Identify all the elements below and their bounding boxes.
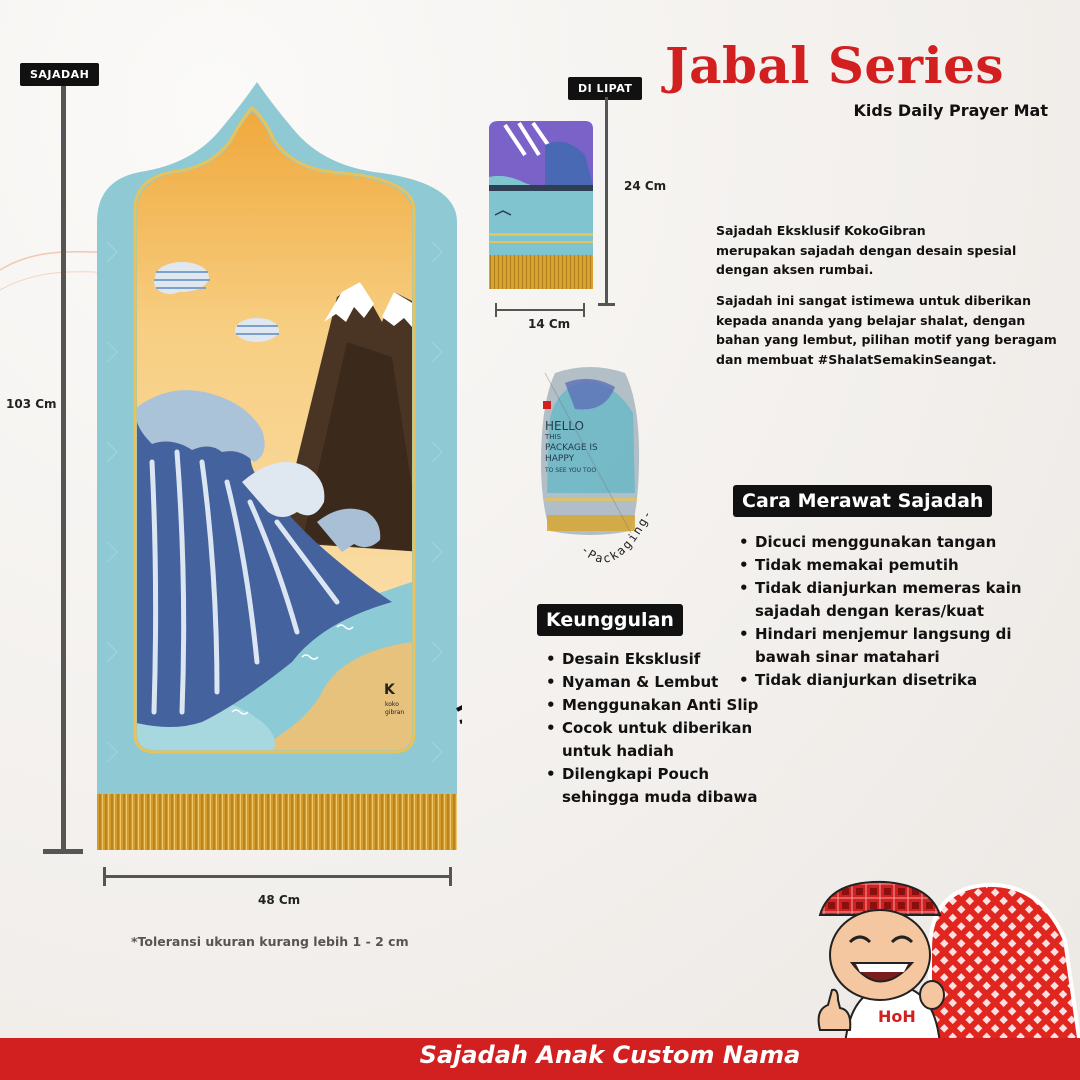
description-line: kepada ananda yang belajar shalat, dengan bbox=[716, 312, 1026, 328]
description-paragraph-1 bbox=[716, 221, 1076, 280]
care-item: • Hindari menjemur langsung di bbox=[733, 623, 1022, 646]
folded-height-cap bbox=[598, 303, 615, 306]
pouch-print-line: TO SEE YOU TOO bbox=[545, 467, 597, 474]
care-list bbox=[733, 531, 1022, 692]
folded-mat-image bbox=[485, 115, 600, 295]
care-heading: Cara Merawat Sajadah bbox=[733, 485, 992, 517]
folded-width-cap-left bbox=[495, 303, 497, 317]
packaging-text: -Packaging- bbox=[578, 506, 656, 566]
pouch-print-line: HELLO bbox=[545, 419, 584, 433]
width-label: 48 Cm bbox=[258, 893, 301, 907]
svg-text:koko: koko bbox=[385, 701, 399, 708]
width-dimension-cap-left bbox=[103, 867, 106, 886]
care-item: • Dicuci menggunakan tangan bbox=[733, 531, 1022, 554]
width-dimension-cap-right bbox=[449, 867, 452, 886]
pouch-print-line: HAPPY bbox=[545, 454, 575, 464]
width-dimension-line bbox=[105, 875, 452, 878]
description-paragraph-2 bbox=[716, 291, 1076, 369]
advantage-item: • Desain Eksklusif bbox=[540, 648, 758, 671]
description-line: dengan aksen rumbai. bbox=[716, 262, 874, 277]
height-dimension-line bbox=[61, 86, 66, 852]
svg-text:-Packaging- bbox=[578, 506, 655, 566]
description-line: merupakan sajadah dengan desain spesial bbox=[716, 242, 1017, 258]
care-item-continuation: bawah sinar matahari bbox=[755, 648, 940, 666]
height-label: 103 Cm bbox=[6, 397, 57, 411]
mat-fringe bbox=[97, 794, 457, 850]
folded-tag: DI LIPAT bbox=[568, 77, 642, 100]
folded-height-line bbox=[605, 97, 608, 305]
prayer-mat-illustration bbox=[92, 82, 462, 852]
sajadah-tag: SAJADAH bbox=[20, 63, 99, 86]
page-title: Jabal Series bbox=[665, 36, 1005, 95]
advantage-item: • Dilengkapi Pouch bbox=[540, 763, 758, 786]
description-line: Sajadah Eksklusif KokoGibran bbox=[716, 223, 926, 238]
folded-width-label: 14 Cm bbox=[528, 317, 571, 331]
folded-width-line bbox=[496, 309, 584, 311]
advantage-item-continuation: sehingga muda dibawa bbox=[562, 788, 758, 806]
pouch-print-line: THIS bbox=[545, 433, 562, 441]
page-subtitle: Kids Daily Prayer Mat bbox=[853, 101, 1048, 120]
advantages-list bbox=[540, 648, 758, 809]
svg-text:K: K bbox=[384, 682, 395, 698]
description-line: dan membuat #ShalatSemakinSeangat. bbox=[716, 351, 997, 367]
folded-width-cap-right bbox=[583, 303, 585, 317]
tolerance-note: *Toleransi ukuran kurang lebih 1 - 2 cm bbox=[131, 934, 409, 949]
folded-height-label: 24 Cm bbox=[624, 179, 667, 193]
height-dimension-cap bbox=[43, 849, 83, 854]
pouch-print-line: PACKAGE IS bbox=[545, 443, 598, 453]
advantages-heading: Keunggulan bbox=[537, 604, 683, 636]
packaging-label bbox=[572, 490, 672, 585]
mascot-illustration bbox=[800, 860, 1080, 1045]
advantage-item: • Cocok untuk diberikan bbox=[540, 717, 758, 740]
footer-banner-text: Sajadah Anak Custom Nama bbox=[419, 1041, 801, 1069]
advantage-item: • Nyaman & Lembut bbox=[540, 671, 758, 694]
care-item: • Tidak dianjurkan memeras kain bbox=[733, 577, 1022, 600]
care-item: • Tidak memakai pemutih bbox=[733, 554, 1022, 577]
care-item: • Tidak dianjurkan disetrika bbox=[733, 669, 1022, 692]
mat-strap bbox=[457, 699, 462, 722]
pouch-print bbox=[545, 421, 598, 476]
advantage-item-continuation: untuk hadiah bbox=[562, 742, 674, 760]
mascot-shirt-logo: HoH bbox=[878, 1007, 916, 1026]
description-line: bahan yang lembut, pilihan motif yang beragam bbox=[716, 332, 1057, 347]
advantage-item: • Menggunakan Anti Slip bbox=[540, 694, 758, 717]
description-line: Sajadah ini sangat istimewa untuk diberikan bbox=[716, 293, 1032, 308]
svg-text:gibran: gibran bbox=[385, 709, 405, 716]
care-item-continuation: sajadah dengan keras/kuat bbox=[755, 602, 985, 620]
